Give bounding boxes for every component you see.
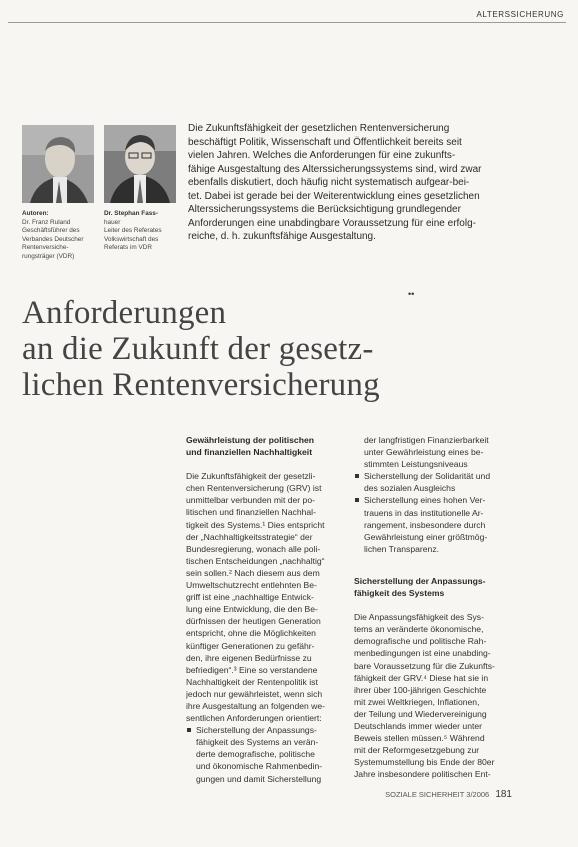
- article-title: Anforderungen an die Zukunft der gesetz- lichen Rentenversicherung: [22, 295, 380, 403]
- intro-paragraph: Die Zukunftsfähigkeit der gesetzlichen Rentenversicherung beschäftigt Politik, Wissenschaft und Öffentlichkeit bereits seit vielen Jahren. Welches die Anforderungen für eine zukunfts- fähige Ausgestaltung des Alterssicherungssystems sind, wird zwar ebenfalls diskutiert, doch häufig nicht systematisch aufgear-bei- tet. Dabei ist gerade bei der Weiterentwicklung eines gesetzlichen Alterssicherungssystems die Berücksichtigung grundlegender Anforderungen eine unabdingbare Voraussetzung für eine erfolg- reiche, d. h. zukunftsfähige Ausgestaltung.: [188, 123, 482, 242]
- author-caption-label: Autoren:: [22, 210, 49, 217]
- journal-name: SOZIALE SICHERHEIT 3/2006: [385, 790, 490, 799]
- section-heading: Gewährleistung der politischen: [186, 435, 314, 445]
- body-column-2: der langfristigen Finanzierbarkeit unter Gewährleistung eines be- stimmten Leistungsniveaus Sicherstellung der Solidarität und des sozialen Ausgleichs Sicherstellung eines hohen Ver- trauens in das institutionelle Ar- rangement, insbesondere durch Gewährleistung einer größtmög- lichen Transparenz. Sicherstellung der Anpassungs- fähigkeit des Systems Die Anpassungsfähigkeit des Sys- tems an veränderte ökonomische, demografische und politische Rah- menbedingungen ist eine unabding- bare Voraussetzung für die Zukunfts- fähigkeit der GRV.⁴ Diese hat sie in ihrer über 100-jährigen Geschichte mit zwei Weltkriegen, Inflationen, der Teilung und Wiedervereinigung Deutschlands immer wieder unter Beweis stellen müssen.⁵ Während mit der Reformgesetzgebung zur Systemumstellung bis Ende der 80er Jahre insbesondere politischen Ent-: [354, 434, 512, 780]
- section-label: ALTERSSICHERUNG: [476, 10, 564, 19]
- page-footer: [358, 789, 512, 800]
- section-heading: Sicherstellung der Anpassungs-: [354, 575, 486, 586]
- bullet-item: Sicherstellung eines hohen Ver-: [354, 494, 512, 506]
- author-photo-2: [104, 125, 176, 203]
- page-number: 181: [495, 789, 512, 800]
- bullet-item: Sicherstellung der Solidarität und: [354, 470, 512, 482]
- header-rule: [8, 22, 566, 23]
- bullet-item: Sicherstellung der Anpassungs-: [186, 724, 344, 736]
- author-caption-name: Dr. Stephan Fass-: [104, 210, 158, 217]
- body-column-1: Gewährleistung der politischen und finanziellen Nachhaltigkeit Die Zukunftsfähigkeit der gesetzli- chen Rentenversicherung (GRV) ist unmittelbar verbunden mit der po- litischen und finanziellen Nachhal- tigkeit des Systems.¹ Dies entspricht der „Nachhaltigkeitsstrategie“ der Bundesregierung, wonach alle poli- tischen Entscheidungen „nachhaltig“ sein sollen.² Nach diesem aus dem Umweltschutzrecht entlehnten Be- griff ist eine „nachhaltige Entwick- lung eine Entwicklung, die den Be- dürfnissen der heutigen Generation entspricht, ohne die Möglichkeiten künftiger Generationen zu gefähr- den, ihre eigenen Bedürfnisse zu befriedigen“.³ Eine so verstandene Nachhaltigkeit der Rentenpolitik ist jedoch nur gewährleistet, wenn sich ihre Ausgestaltung an folgenden we- sentlichen Anforderungen orientiert: Sicherstellung der Anpassungs- fähigkeit des Systems an verän- derte demografische, politische und ökonomische Rahmenbedin- gungen und damit Sicherstellung: [186, 434, 344, 785]
- author-caption-2: Dr. Stephan Fass- hauer Leiter des Referates Volkswirtschaft des Referats im VDR: [104, 210, 180, 253]
- author-photo-1: [22, 125, 94, 203]
- scan-mark: ••: [408, 289, 415, 299]
- author-caption-1: Autoren: Dr. Franz Ruland Geschäftsführer des Verbandes Deutscher Rentenversiche- rungsträger (VDR): [22, 210, 96, 262]
